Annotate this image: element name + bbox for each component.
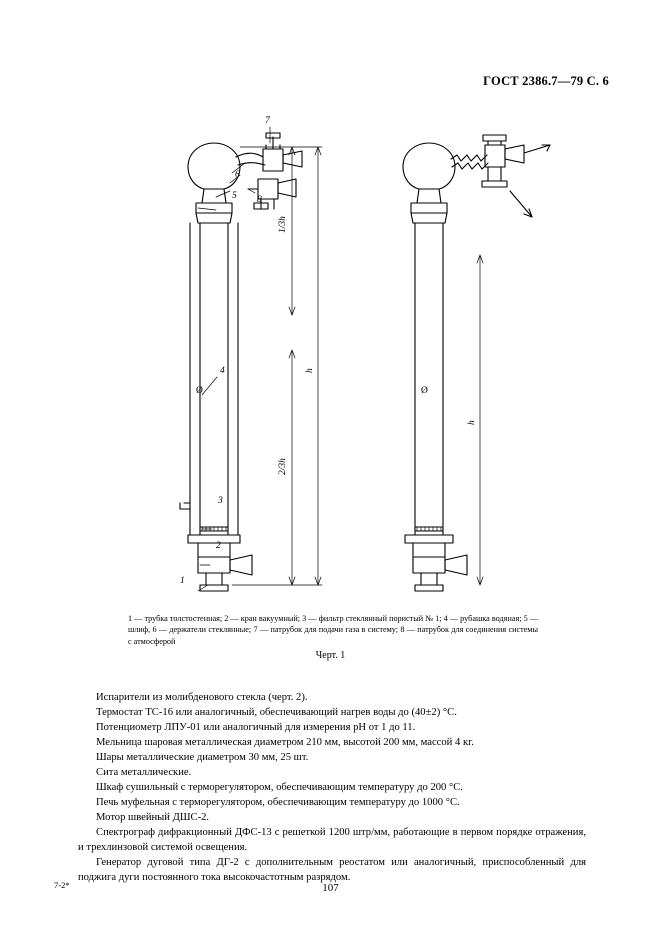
paragraph: Потенциометр ЛПУ-01 или аналогичный для измерения рН от 1 до 11.	[96, 722, 416, 734]
paragraph: Мотор швейный ДШС-2.	[96, 812, 210, 824]
dimension-h-left-label: h	[305, 368, 315, 373]
paragraph: Спектрограф дифракционный ДФС-13 с решеткой 1200 штр/мм, работающие в первом порядке отражения, и трехлинзовой системой освещения.	[78, 827, 586, 854]
callout-8-label: 8	[257, 195, 262, 205]
callout-1-label: 1	[180, 576, 185, 586]
callout-2-label: 2	[216, 541, 221, 551]
paragraph: Мельница шаровая металлическая диаметром 210 мм, высотой 200 мм, массой 4 кг.	[96, 737, 474, 749]
callout-6-label: 6	[235, 170, 240, 180]
body-text	[78, 690, 586, 885]
paragraph: Испарители из молибденового стекла (черт. 2).	[96, 692, 308, 703]
paragraph: Шары металлические диаметром 30 мм, 25 шт.	[96, 752, 309, 764]
dimension-third-h-label: 1/3h	[278, 216, 288, 233]
callout-4-label: 4	[220, 366, 225, 376]
figure-caption: Черт. 1	[315, 650, 346, 661]
apparatus-svg	[80, 105, 580, 615]
diameter-left-label: Ø	[196, 386, 203, 396]
footer-signature: 7-2*	[54, 880, 70, 890]
dimension-two-third-h-label: 2/3h	[278, 458, 288, 475]
paragraph: Сита металлические.	[96, 767, 192, 779]
paragraph: Термостат ТС-16 или аналогичный, обеспечивающий нагрев воды до (40±2) °С.	[96, 707, 457, 719]
paragraph: Генератор дуговой типа ДГ-2 с дополнительным реостатом или аналогичный, приспособленный для поджига дуги постоянного тока высокочастотным разрядом.	[78, 857, 586, 884]
paragraph: Шкаф сушильный с терморегулятором, обеспечивающим температуру до 200 °С.	[96, 782, 463, 794]
diameter-right-label: Ø	[421, 386, 428, 396]
figure-legend: 1 — трубка толстостенная; 2 — кран вакуумный; 3 — фильтр стеклянный пористый № 1; 4 — рубашка водяная; 5 — шлиф, 6 — держатели стеклянные; 7 — патрубок для подачи газа в систему; 8 — патрубок для соединения системы с атмосферой	[128, 614, 538, 646]
callout-7-label: 7	[265, 116, 270, 126]
paragraph: Печь муфельная с терморегулятором, обеспечивающим температуру до 1000 °С.	[96, 797, 460, 809]
page-number: 107	[322, 882, 339, 894]
page-header: ГОСТ 2386.7—79 С. 6	[483, 74, 609, 88]
callout-3-label: 3	[218, 496, 223, 506]
callout-5-label: 5	[232, 191, 237, 201]
dimension-h-right-label: h	[467, 420, 477, 425]
figure-apparatus-diagram	[80, 105, 580, 615]
